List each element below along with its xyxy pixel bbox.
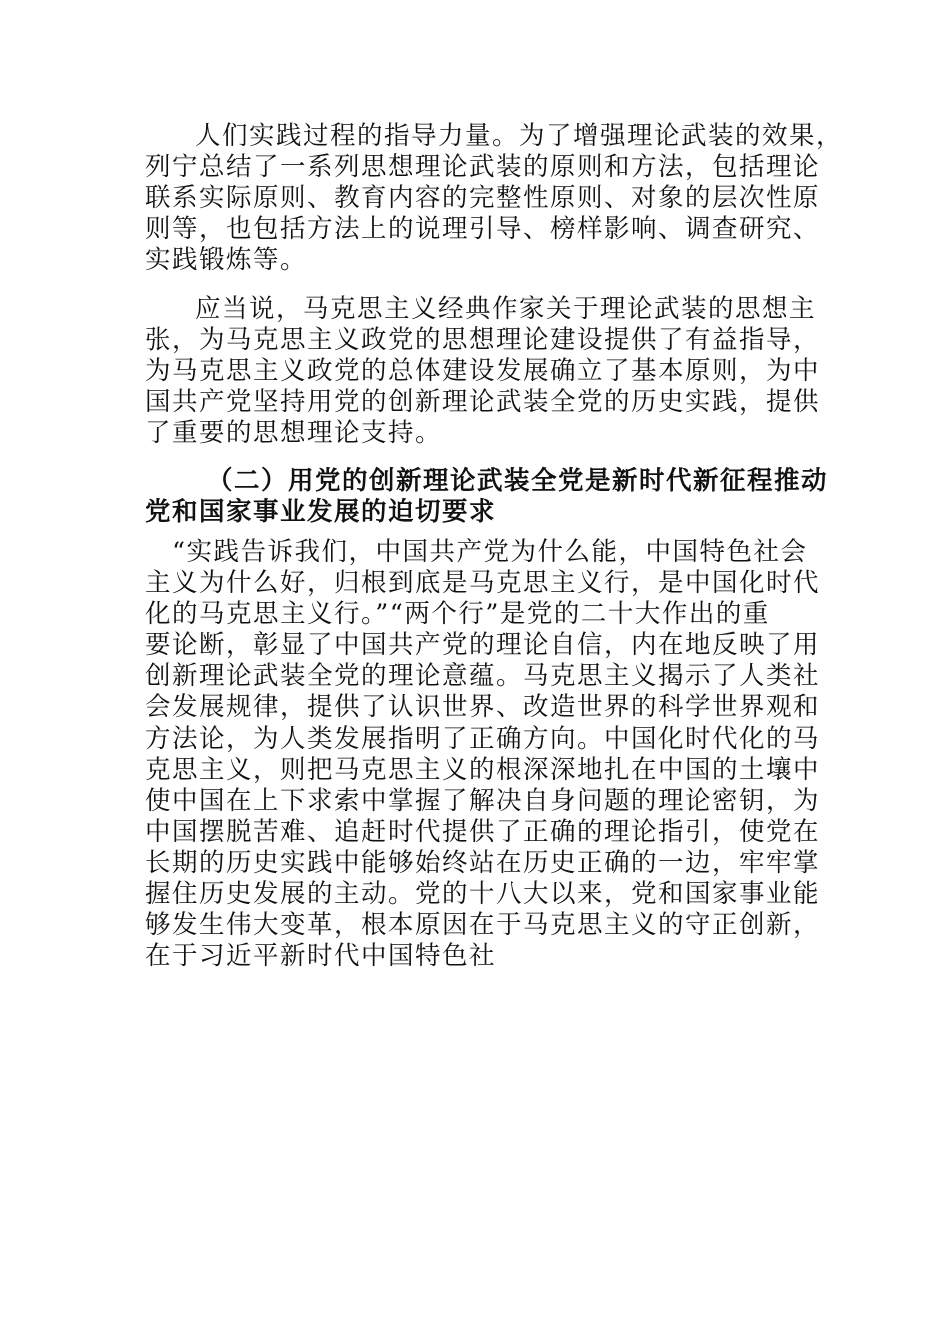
paragraph-3-line: 使中国在上下求索中掌握了解决自身问题的理论密钥，为 [145, 785, 821, 816]
paragraph-2 [145, 294, 821, 449]
paragraph-3-line: 化的马克思主义行。”“两个行”是党的二十大作出的重 [145, 599, 770, 630]
paragraph-3-line: 握住历史发展的主动。党的十八大以来，党和国家事业能 [145, 879, 821, 910]
paragraph-1-line: 则等，也包括方法上的说理引导、榜样影响、调查研究、 [145, 214, 821, 245]
paragraph-3-line: 会发展规律，提供了认识世界、改造世界的科学世界观和 [145, 692, 821, 723]
paragraph-3 [145, 537, 821, 972]
paragraph-3-line: 方法论，为人类发展指明了正确方向。中国化时代化的马 [145, 723, 821, 754]
paragraph-3-line: 中国摆脱苦难、追赶时代提供了正确的理论指引，使党在 [145, 816, 821, 847]
paragraph-2-line: 了重要的思想理论支持。 [145, 418, 443, 449]
paragraph-3-line: “实践告诉我们，中国共产党为什么能，中国特色社会 [172, 537, 808, 567]
section-heading-line: （二）用党的创新理论武装全党是新时代新征程推动 [207, 466, 829, 496]
paragraph-2-line: 应当说，马克思主义经典作家关于理论武装的思想主 [195, 294, 817, 324]
paragraph-1-line: 人们实践过程的指导力量。为了增强理论武装的效果， [195, 121, 844, 151]
paragraph-2-line: 张，为马克思主义政党的思想理论建设提供了有益指导， [145, 325, 821, 356]
paragraph-3-line: 长期的历史实践中能够始终站在历史正确的一边，牢牢掌 [145, 847, 821, 878]
paragraph-2-line: 为马克思主义政党的总体建设发展确立了基本原则，为中 [145, 356, 821, 387]
paragraph-2-line: 国共产党坚持用党的创新理论武装全党的历史实践，提供 [145, 387, 821, 418]
paragraph-1-line: 列宁总结了一系列思想理论武装的原则和方法，包括理论 [145, 152, 821, 183]
paragraph-3-line: 克思主义，则把马克思主义的根深深地扎在中国的土壤中 [145, 754, 821, 785]
section-heading-line: 党和国家事业发展的迫切要求 [145, 497, 497, 528]
section-heading [145, 466, 829, 528]
paragraph-3-line: 够发生伟大变革，根本原因在于马克思主义的守正创新， [145, 910, 821, 941]
paragraph-1 [145, 121, 844, 276]
paragraph-1-line: 实践锻炼等。 [145, 245, 308, 276]
paragraph-3-line: 要论断，彰显了中国共产党的理论自信，内在地反映了用 [145, 630, 821, 661]
paragraph-3-line: 创新理论武装全党的理论意蕴。马克思主义揭示了人类社 [145, 661, 821, 692]
paragraph-3-line: 主义为什么好，归根到底是马克思主义行，是中国化时代 [145, 568, 821, 599]
paragraph-1-line: 联系实际原则、教育内容的完整性原则、对象的层次性原 [145, 183, 821, 214]
paragraph-3-line: 在于习近平新时代中国特色社 [145, 941, 497, 972]
